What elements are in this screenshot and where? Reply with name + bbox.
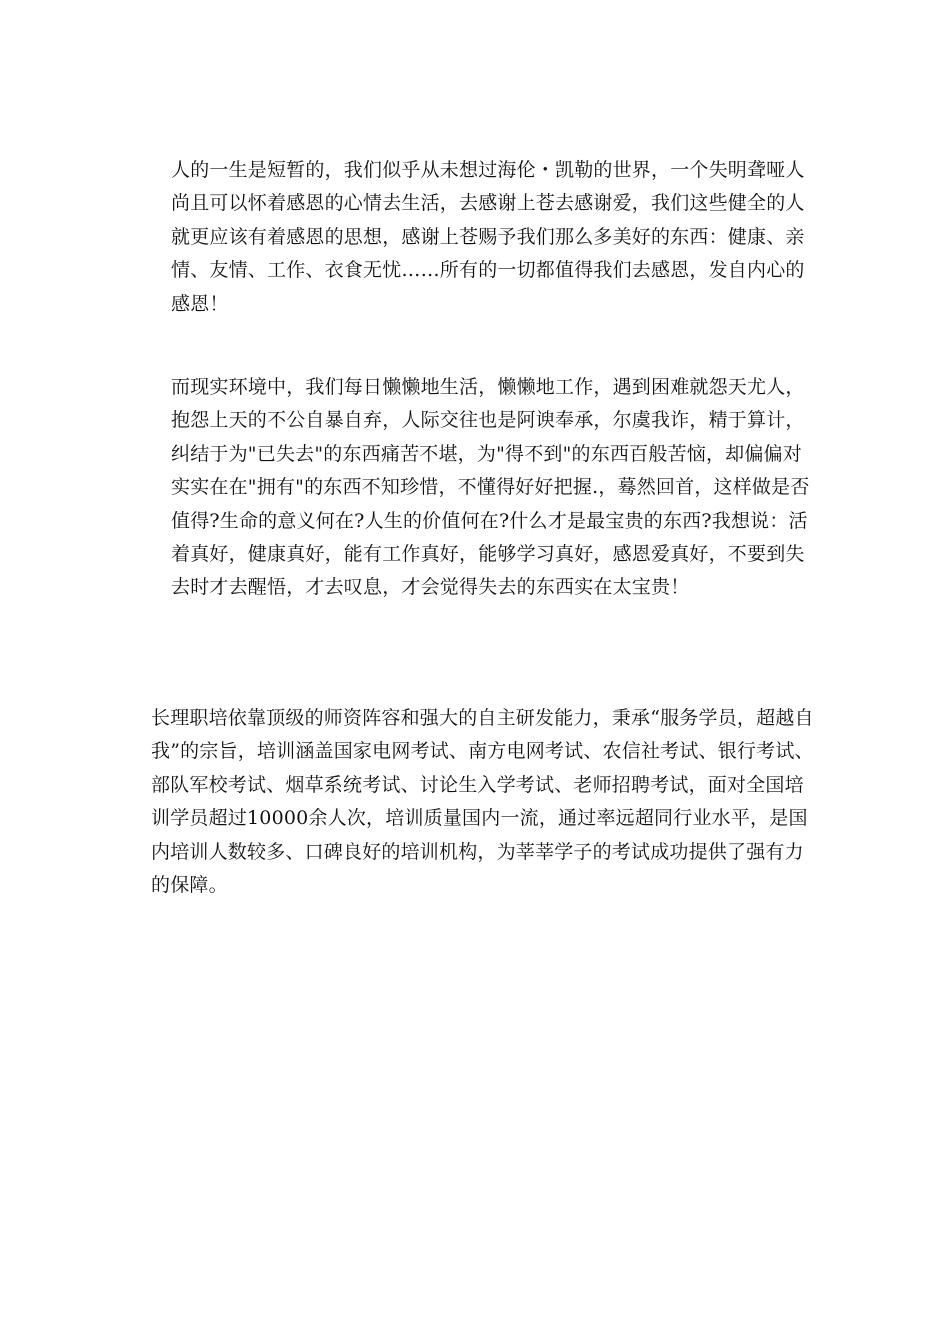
paragraph-reality: 而现实环境中，我们每日懒懒地生活，懒懒地工作，遇到困难就怨天尤人，抱怨上天的不公自暴自弃，人际交往也是阿谀奉承，尔虞我诈，精于算计，纠结于为"已失去"的东西痛苦不堪，为"得不到"的东西百般苦恼，却偏偏对实实在在"拥有"的东西不知珍惜，不懂得好好把握.，蓦然回首，这样做是否值得?生命的意义何在?人生的价值何在?什么才是最宝贵的东西?我想说：活着真好，健康真好，能有工作真好，能够学习真好，感恩爱真好，不要到失去时才去醒悟，才去叹息，才会觉得失去的东西实在太宝贵！ xyxy=(171,376,810,599)
paragraph-training-ad: 长理职培依靠顶级的师资阵容和强大的自主研发能力，秉承“服务学员，超越自我”的宗旨，培训涵盖国家电网考试、南方电网考试、农信社考试、银行考试、部队军校考试、烟草系统考试、讨论生入学考试、老师招聘考试，面对全国培训学员超过10000余人次，培训质量国内一流，通过率远超同行业水平，是国内培训人数较多、口碑良好的培训机构，为莘莘学子的考试成功提供了强有力的保障。 xyxy=(151,707,814,897)
paragraph-gratitude: 人的一生是短暂的，我们似乎从未想过海伦・凯勒的世界，一个失明聋哑人尚且可以怀着感恩的心情去生活，去感谢上苍去感谢爱，我们这些健全的人就更应该有着感恩的思想，感谢上苍赐予我们那么多美好的东西：健康、亲情、友情、工作、衣食无忧……所有的一切都值得我们去感恩，发自内心的感恩！ xyxy=(171,159,805,315)
